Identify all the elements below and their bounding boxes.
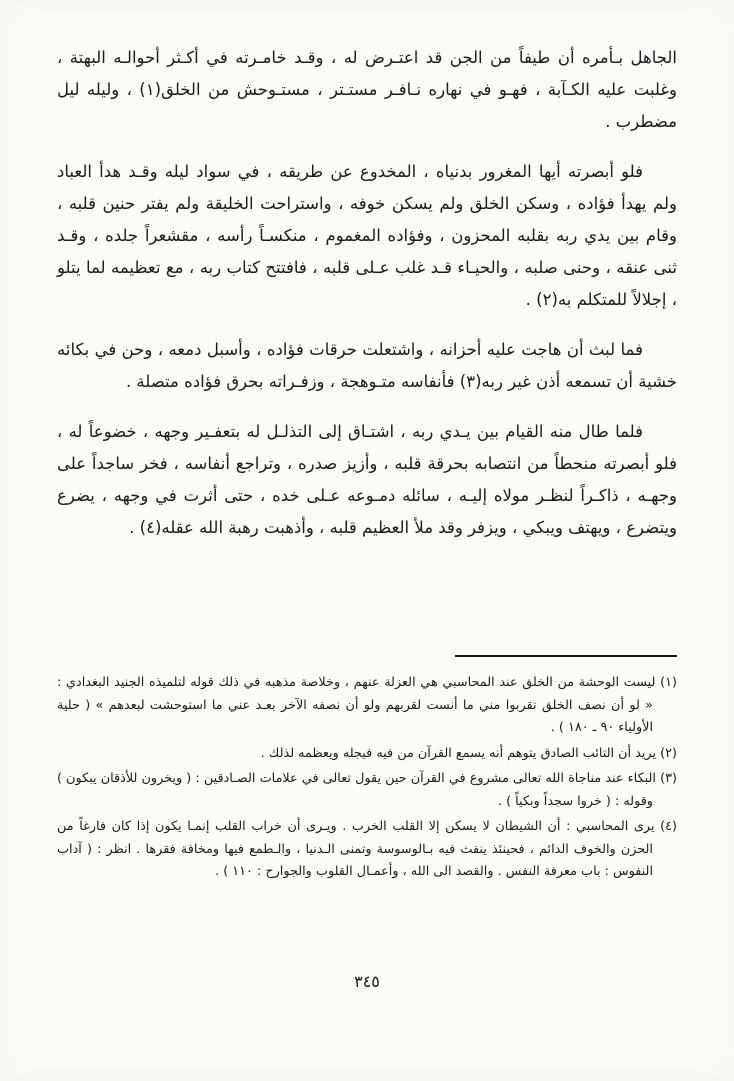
footnote-item <box>57 816 677 884</box>
footnote-text: يرى المحاسبي : أن الشيطان لا يسكن إلا القلب الخرب . ويـرى أن خراب القلب إنمـا يكون إذا كان فارغاً من الحزن والخوف الدائم ، فحينئذ ينفث فيه بـالوسوسة وتمنى الـدنيا ، والـطمع فيها ومخافة فقرها . انظر : ( آداب النفوس : باب معرفة النفس . والقصد الى الله ، وأعمـال القلوب والجوارح : ١١٠ ) . <box>57 819 655 879</box>
footnote-item <box>57 768 677 813</box>
paragraph: الجاهل بـأمره أن طيفاً من الجن قد اعتـرض له ، وقـد خامـرته في أكـثر أحوالـه البهتة ، وغلبت عليه الكـآبة ، فهـو في نهاره نـافـر مستـتر ، مستـوحش من الخلق(١) ، وليله ليل مضطرب . <box>57 48 677 131</box>
footnote-text: ليست الوحشة من الخلق عند المحاسبي هي العزلة عنهم ، وخلاصة مذهبه في ذلك قوله لتلميذه الجنيد البغدادي : « لو أن نصف الخلق تقربوا مني ما أنست لقربهم ولو أن نصفه الآخر بعـد عني ما استوحشت لبعدهم » ( حلية الأولياء ٩٠ ـ ١٨٠ ) . <box>57 675 656 735</box>
page-number: ٣٤٥ <box>354 972 380 991</box>
main-text-block <box>57 42 677 562</box>
footnote-item <box>57 672 677 740</box>
paragraph: فلو أبصرته أيها المغرور بدنياه ، المخدوع عن طريقه ، في سواد ليله وقـد هدأ العباد ولم يهدأ فؤاده ، وسكن الخلق ولم يسكن خوفه ، واستراحت الخليقة ولم يفتر حنين قلبه ، وقام بين يدي ربه بقلبه المحزون ، وفؤاده المغموم ، منكسـاً رأسه ، مقشعراً جلده ، وقـد ثنى عنقه ، وحنى صلبه ، والحيـاء قـد غلب عـلى قلبه ، فافتتح كتاب ربه ، مع تعظيمه لما يتلو ، إجلالاً للمتكلم به(٢) . <box>57 162 677 309</box>
footnote-marker: (٣) <box>660 771 677 786</box>
footnote-marker: (١) <box>660 675 677 690</box>
footnotes-block <box>57 672 677 887</box>
footnote-item <box>57 743 677 766</box>
footnote-text: البكاء عند مناجاة الله تعالى مشروع في القرآن حين يقول تعالى في علامات الصـادقين : ( ويخرون للأذقان يبكون ) وقوله : ( خروا سجداً وبكياً ) . <box>57 771 656 809</box>
paragraph: فما لبث أن هاجت عليه أحزانه ، واشتعلت حرقات فؤاده ، وأسبل دمعه ، وحن في بكائه خشية أن تسمعه أذن غير ربه(٣) فأنفاسه متـوهجة ، وزفـراته بحرق فؤاده متصلة . <box>57 340 677 391</box>
footnote-marker: (٤) <box>660 819 677 834</box>
paragraph: فلما طال منه القيام بين يـدي ربه ، اشتـاق إلى التذلـل له بتعفـير وجهه ، خضوعاً له ، فلو أبصرته منحطاً من انتصابه بحرقة قلبه ، وأزيز صدره ، وتراجع أنفاسه ، فخر ساجداً على وجهـه ، ذاكـراً لنظـر مولاه إليـه ، سائله دمـوعه عـلى خده ، حتى أثرت في وجهه ، يضرع ويتضرع ، ويهتف ويبكي ، ويزفر وقد ملأ العظيم قلبه ، وأذهبت رهبة الله عقله(٤) . <box>57 422 677 537</box>
footnote-text: يريد أن التائب الصادق يتوهم أنه يسمع القرآن من فيه فيجله ويعظمه لذلك . <box>260 745 657 761</box>
footnote-marker: (٢) <box>660 745 677 761</box>
footnote-separator <box>455 655 677 657</box>
